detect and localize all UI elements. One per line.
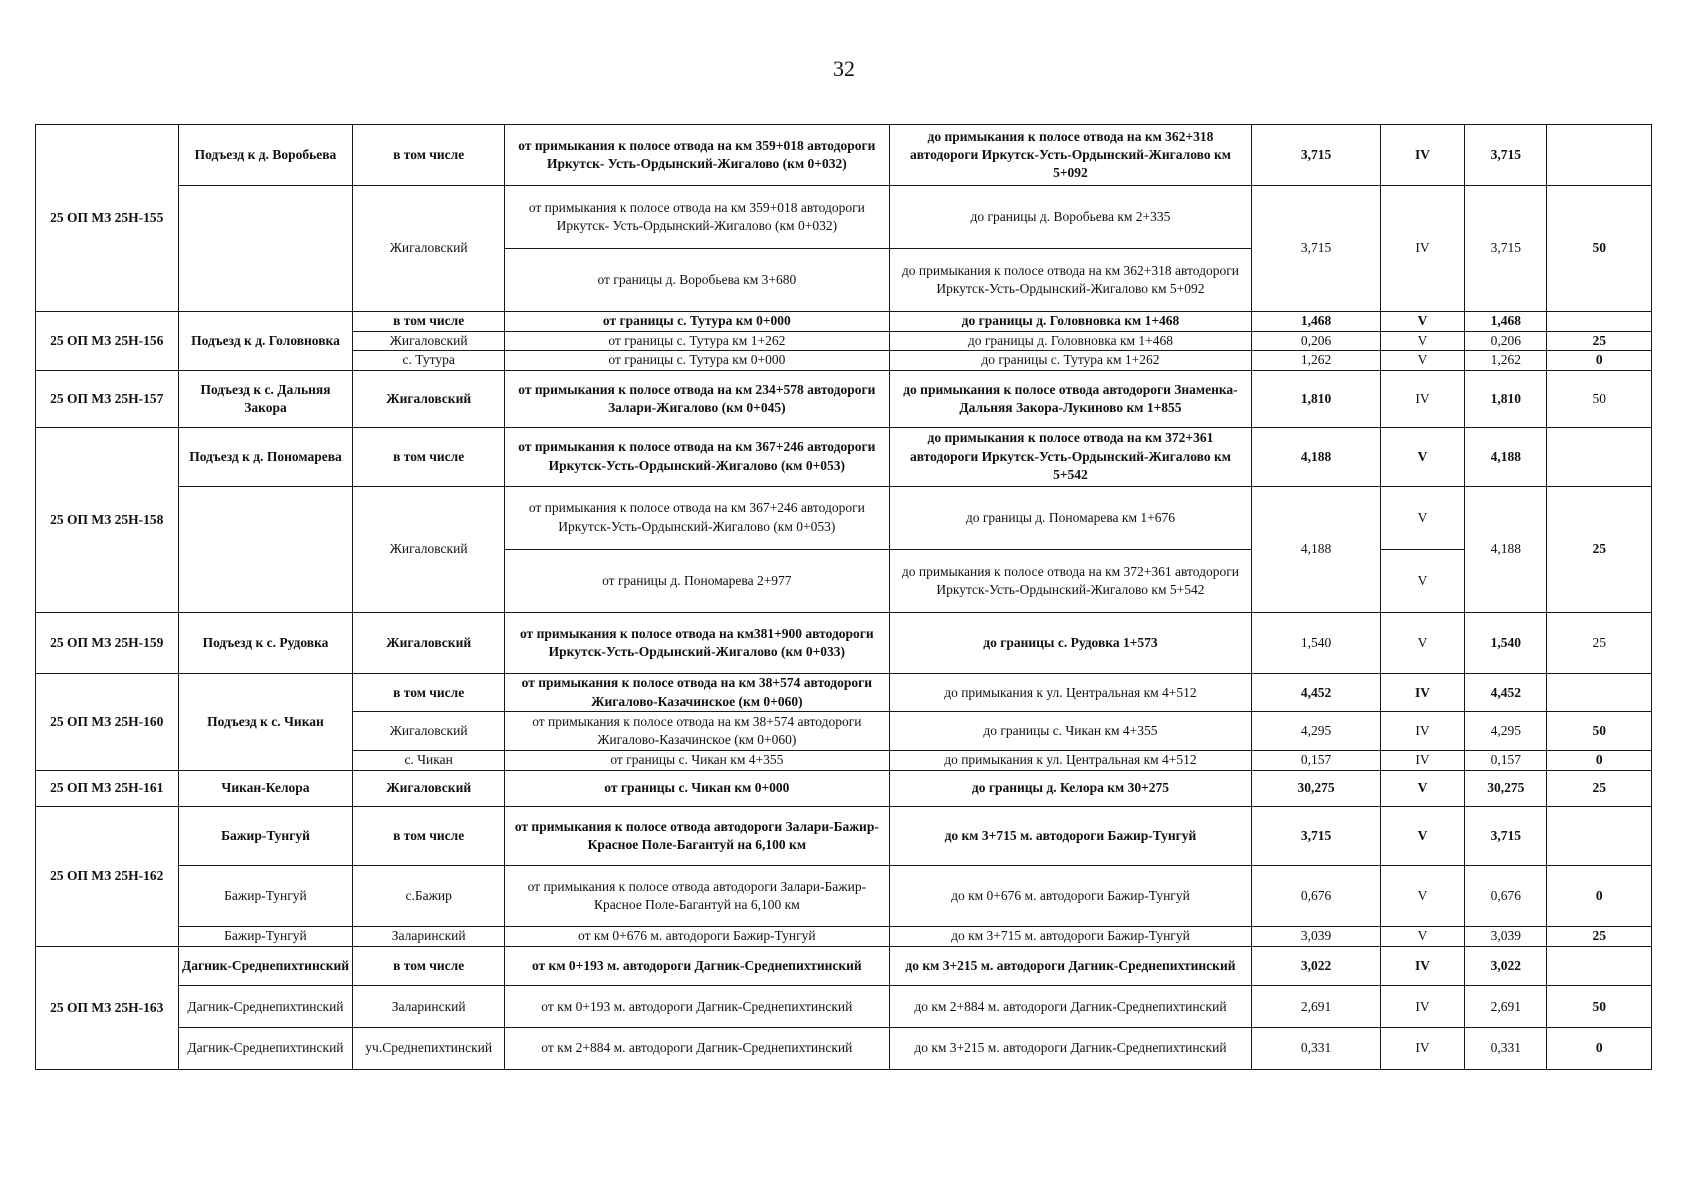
- section-from: от границы д. Воробьева км 3+680: [505, 249, 890, 312]
- length-km: 1,468: [1252, 312, 1381, 332]
- district: Жигаловский: [353, 712, 505, 751]
- section-from: от примыкания к полосе отвода на км 234+578 автодороги Залари-Жигалово (км 0+045): [505, 370, 890, 427]
- road-code: 25 ОП МЗ 25Н-158: [36, 427, 179, 612]
- section-from: от км 0+676 м. автодороги Бажир-Тунгуй: [505, 927, 890, 947]
- road-name: Подъезд к д. Воробьева: [178, 125, 353, 186]
- road-category: IV: [1380, 186, 1464, 312]
- length-by-category: 3,715: [1465, 807, 1547, 866]
- section-to: до примыкания к полосе отвода на км 362+318 автодороги Иркутск-Усть-Ордынский-Жигалово км 5+092: [889, 249, 1252, 312]
- road-registry-table: [35, 124, 1652, 1070]
- length-km: 3,022: [1252, 946, 1381, 986]
- district: с. Тутура: [353, 351, 505, 371]
- section-to: до км 3+715 м. автодороги Бажир-Тунгуй: [889, 807, 1252, 866]
- length-km: 2,691: [1252, 986, 1381, 1028]
- district: Заларинский: [353, 986, 505, 1028]
- section-to: до км 3+215 м. автодороги Дагник-Среднепихтинский: [889, 1028, 1252, 1070]
- share-value: 50: [1547, 986, 1652, 1028]
- section-from: от примыкания к полосе отвода автодороги Залари-Бажир-Красное Поле-Багантуй на 6,100 км: [505, 807, 890, 866]
- road-code: 25 ОП МЗ 25Н-162: [36, 807, 179, 947]
- district: Жигаловский: [353, 486, 505, 612]
- section-from: от примыкания к полосе отвода на км 367+246 автодороги Иркутск-Усть-Ордынский-Жигалово (км 0+053): [505, 427, 890, 486]
- road-category: V: [1380, 549, 1464, 612]
- length-km: 4,295: [1252, 712, 1381, 751]
- section-to: до границы с. Тутура км 1+262: [889, 351, 1252, 371]
- section-from: от км 0+193 м. автодороги Дагник-Среднепихтинский: [505, 986, 890, 1028]
- length-by-category: 4,188: [1465, 486, 1547, 612]
- length-km: 30,275: [1252, 770, 1381, 807]
- road-category: V: [1380, 351, 1464, 371]
- share-value: 0: [1547, 351, 1652, 371]
- road-category: IV: [1380, 946, 1464, 986]
- section-to: до границы с. Рудовка 1+573: [889, 612, 1252, 673]
- district: уч.Среднепихтинский: [353, 1028, 505, 1070]
- section-from: от границы с. Тутура км 0+000: [505, 312, 890, 332]
- length-by-category: 1,262: [1465, 351, 1547, 371]
- road-name: Дагник-Среднепихтинский: [178, 986, 353, 1028]
- road-category: V: [1380, 331, 1464, 351]
- road-category: V: [1380, 770, 1464, 807]
- district: в том числе: [353, 946, 505, 986]
- section-to: до границы д. Головновка км 1+468: [889, 312, 1252, 332]
- share-value: 25: [1547, 331, 1652, 351]
- district: в том числе: [353, 673, 505, 712]
- section-to: до примыкания к полосе отвода на км 362+318 автодороги Иркутск-Усть-Ордынский-Жигалово км 5+092: [889, 125, 1252, 186]
- road-name: Дагник-Среднепихтинский: [178, 946, 353, 986]
- length-by-category: 4,295: [1465, 712, 1547, 751]
- road-category: IV: [1380, 673, 1464, 712]
- length-by-category: 3,039: [1465, 927, 1547, 947]
- length-km: 1,540: [1252, 612, 1381, 673]
- length-by-category: 0,206: [1465, 331, 1547, 351]
- section-from: от примыкания к полосе отвода на км 38+574 автодороги Жигалово-Казачинское (км 0+060): [505, 673, 890, 712]
- length-by-category: 1,810: [1465, 370, 1547, 427]
- district: Жигаловский: [353, 370, 505, 427]
- road-name: Дагник-Среднепихтинский: [178, 1028, 353, 1070]
- share-value: [1547, 312, 1652, 332]
- length-km: 0,206: [1252, 331, 1381, 351]
- road-name: Подъезд к с. Дальняя Закора: [178, 370, 353, 427]
- page-number: 32: [833, 56, 855, 81]
- section-from: от км 0+193 м. автодороги Дагник-Среднепихтинский: [505, 946, 890, 986]
- district: Жигаловский: [353, 186, 505, 312]
- district: Заларинский: [353, 927, 505, 947]
- road-category: V: [1380, 427, 1464, 486]
- length-km: 4,188: [1252, 427, 1381, 486]
- road-code: 25 ОП МЗ 25Н-160: [36, 673, 179, 770]
- length-km: 3,039: [1252, 927, 1381, 947]
- district: в том числе: [353, 427, 505, 486]
- length-km: 4,452: [1252, 673, 1381, 712]
- length-km: 4,188: [1252, 486, 1381, 612]
- length-by-category: 4,452: [1465, 673, 1547, 712]
- section-from: от км 2+884 м. автодороги Дагник-Среднепихтинский: [505, 1028, 890, 1070]
- length-km: 0,157: [1252, 751, 1381, 771]
- road-code: 25 ОП МЗ 25Н-157: [36, 370, 179, 427]
- section-from: от примыкания к полосе отвода на км 367+246 автодороги Иркутск-Усть-Ордынский-Жигалово (км 0+053): [505, 486, 890, 549]
- road-code: 25 ОП МЗ 25Н-155: [36, 125, 179, 312]
- length-km: 1,810: [1252, 370, 1381, 427]
- section-to: до примыкания к ул. Центральная км 4+512: [889, 673, 1252, 712]
- length-by-category: 1,540: [1465, 612, 1547, 673]
- share-value: 50: [1547, 370, 1652, 427]
- share-value: 0: [1547, 1028, 1652, 1070]
- road-code: 25 ОП МЗ 25Н-161: [36, 770, 179, 807]
- section-to: до примыкания к полосе отвода на км 372+361 автодороги Иркутск-Усть-Ордынский-Жигалово км 5+542: [889, 427, 1252, 486]
- section-from: от примыкания к полосе отвода на км 359+018 автодороги Иркутск- Усть-Ордынский-Жигалово (км 0+032): [505, 186, 890, 249]
- share-value: [1547, 807, 1652, 866]
- length-km: 3,715: [1252, 125, 1381, 186]
- section-to: до км 3+215 м. автодороги Дагник-Среднепихтинский: [889, 946, 1252, 986]
- road-category: IV: [1380, 986, 1464, 1028]
- length-by-category: 2,691: [1465, 986, 1547, 1028]
- length-by-category: 3,715: [1465, 125, 1547, 186]
- length-by-category: 4,188: [1465, 427, 1547, 486]
- length-by-category: 0,331: [1465, 1028, 1547, 1070]
- road-name: Бажир-Тунгуй: [178, 807, 353, 866]
- section-to: до км 2+884 м. автодороги Дагник-Среднепихтинский: [889, 986, 1252, 1028]
- road-category: IV: [1380, 712, 1464, 751]
- share-value: 25: [1547, 770, 1652, 807]
- section-from: от примыкания к полосе отвода на км 359+018 автодороги Иркутск- Усть-Ордынский-Жигалово (км 0+032): [505, 125, 890, 186]
- road-code: 25 ОП МЗ 25Н-163: [36, 946, 179, 1069]
- road-category: IV: [1380, 1028, 1464, 1070]
- road-code: 25 ОП МЗ 25Н-159: [36, 612, 179, 673]
- road-name: Подъезд к с. Рудовка: [178, 612, 353, 673]
- length-by-category: 3,022: [1465, 946, 1547, 986]
- share-value: [1547, 125, 1652, 186]
- length-by-category: 0,676: [1465, 866, 1547, 927]
- length-by-category: 0,157: [1465, 751, 1547, 771]
- section-to: до границы д. Пономарева км 1+676: [889, 486, 1252, 549]
- length-km: 0,331: [1252, 1028, 1381, 1070]
- road-category: IV: [1380, 125, 1464, 186]
- district: с. Чикан: [353, 751, 505, 771]
- road-category: V: [1380, 312, 1464, 332]
- section-from: от границы с. Чикан км 4+355: [505, 751, 890, 771]
- share-value: 25: [1547, 612, 1652, 673]
- share-value: 25: [1547, 927, 1652, 947]
- section-from: от границы с. Тутура км 1+262: [505, 331, 890, 351]
- length-by-category: 3,715: [1465, 186, 1547, 312]
- road-name: Бажир-Тунгуй: [178, 866, 353, 927]
- section-from: от примыкания к полосе отвода на км 38+574 автодороги Жигалово-Казачинское (км 0+060): [505, 712, 890, 751]
- section-to: до границы с. Чикан км 4+355: [889, 712, 1252, 751]
- share-value: [1547, 673, 1652, 712]
- section-from: от примыкания к полосе отвода автодороги Залари-Бажир-Красное Поле-Багантуй на 6,100 км: [505, 866, 890, 927]
- length-km: 3,715: [1252, 807, 1381, 866]
- road-category: V: [1380, 866, 1464, 927]
- road-category: V: [1380, 927, 1464, 947]
- section-to: до границы д. Воробьева км 2+335: [889, 186, 1252, 249]
- share-value: 0: [1547, 751, 1652, 771]
- section-to: до км 0+676 м. автодороги Бажир-Тунгуй: [889, 866, 1252, 927]
- length-km: 3,715: [1252, 186, 1381, 312]
- district: Жигаловский: [353, 770, 505, 807]
- road-category: IV: [1380, 370, 1464, 427]
- section-to: до примыкания к ул. Центральная км 4+512: [889, 751, 1252, 771]
- section-to: до границы д. Келора км 30+275: [889, 770, 1252, 807]
- road-name: Чикан-Келора: [178, 770, 353, 807]
- road-name: Подъезд к д. Пономарева: [178, 427, 353, 486]
- section-from: от примыкания к полосе отвода на км381+900 автодороги Иркутск-Усть-Ордынский-Жигалово (км 0+033): [505, 612, 890, 673]
- section-to: до примыкания к полосе отвода на км 372+361 автодороги Иркутск-Усть-Ордынский-Жигалово км 5+542: [889, 549, 1252, 612]
- section-from: от границы с. Тутура км 0+000: [505, 351, 890, 371]
- share-value: [1547, 946, 1652, 986]
- district: в том числе: [353, 125, 505, 186]
- district: Жигаловский: [353, 331, 505, 351]
- section-from: от границы с. Чикан км 0+000: [505, 770, 890, 807]
- length-by-category: 30,275: [1465, 770, 1547, 807]
- district: в том числе: [353, 312, 505, 332]
- section-to: до км 3+715 м. автодороги Бажир-Тунгуй: [889, 927, 1252, 947]
- road-category: V: [1380, 486, 1464, 549]
- road-name: Подъезд к с. Чикан: [178, 673, 353, 770]
- road-category: IV: [1380, 751, 1464, 771]
- road-name: Бажир-Тунгуй: [178, 927, 353, 947]
- share-value: 50: [1547, 186, 1652, 312]
- road-name: Подъезд к д. Головновка: [178, 312, 353, 371]
- road-category: V: [1380, 612, 1464, 673]
- road-name: [178, 186, 353, 312]
- road-name: [178, 486, 353, 612]
- section-to: до примыкания к полосе отвода автодороги Знаменка-Дальняя Закора-Лукиново км 1+855: [889, 370, 1252, 427]
- road-category: V: [1380, 807, 1464, 866]
- length-km: 1,262: [1252, 351, 1381, 371]
- district: с.Бажир: [353, 866, 505, 927]
- share-value: 0: [1547, 866, 1652, 927]
- section-from: от границы д. Пономарева 2+977: [505, 549, 890, 612]
- share-value: 25: [1547, 486, 1652, 612]
- length-by-category: 1,468: [1465, 312, 1547, 332]
- section-to: до границы д. Головновка км 1+468: [889, 331, 1252, 351]
- share-value: [1547, 427, 1652, 486]
- road-code: 25 ОП МЗ 25Н-156: [36, 312, 179, 371]
- length-km: 0,676: [1252, 866, 1381, 927]
- share-value: 50: [1547, 712, 1652, 751]
- district: Жигаловский: [353, 612, 505, 673]
- district: в том числе: [353, 807, 505, 866]
